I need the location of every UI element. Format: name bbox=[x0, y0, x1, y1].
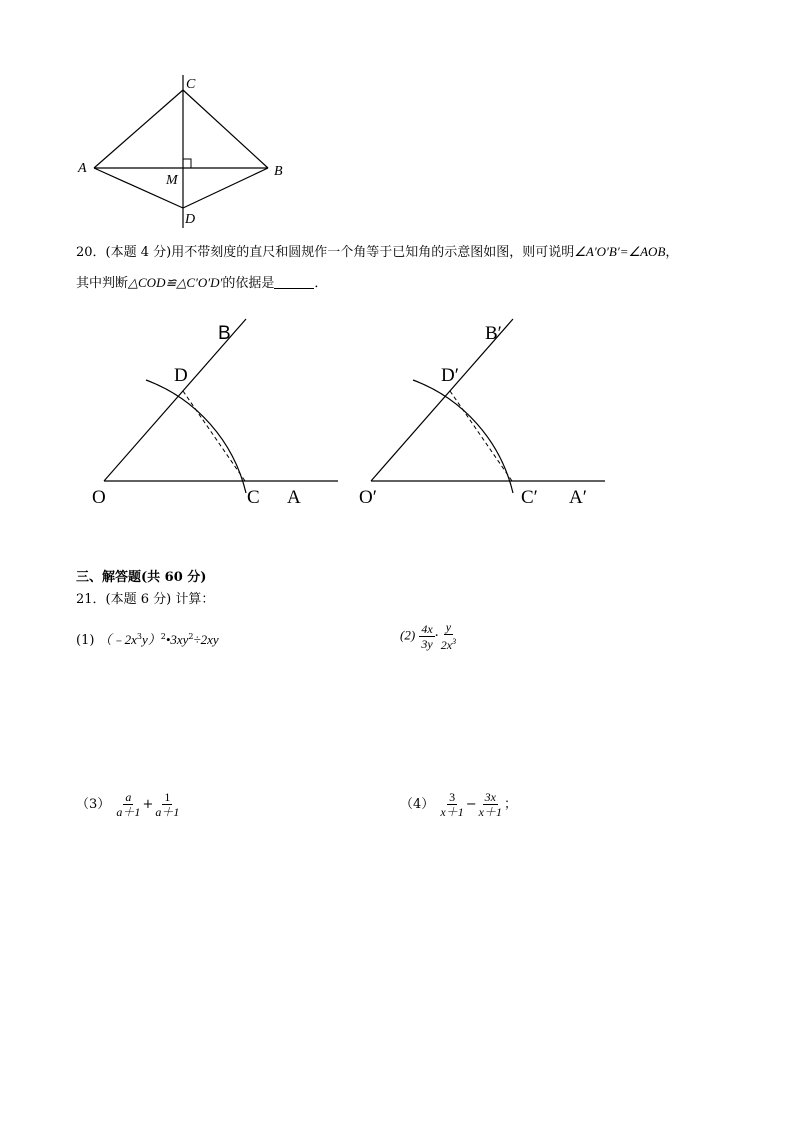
q20-line1 bbox=[76, 244, 678, 261]
label-c: C bbox=[186, 77, 196, 92]
part2-f1-den: 3y bbox=[421, 636, 433, 651]
q20-text-a: 20．(本题 4 分)用不带刻度的直尺和圆规作一个角等于已知角的示意图如图，则可说明 bbox=[76, 245, 575, 260]
part1-sup1: 3 bbox=[136, 632, 142, 641]
label-c-prime: C′ bbox=[521, 487, 538, 508]
q20-math-angle: ∠A′O′B′=∠AOB bbox=[574, 244, 666, 259]
part4-f1-den: x＋1 bbox=[440, 805, 464, 819]
part3-f2-num: 1 bbox=[164, 790, 171, 804]
part2-fraction2 bbox=[439, 620, 458, 652]
part4-fraction2 bbox=[477, 790, 504, 819]
part3-op: + bbox=[142, 797, 154, 812]
part2-f1-num: 4x bbox=[421, 621, 433, 636]
line-bc bbox=[183, 90, 268, 168]
part2-f2-num: y bbox=[445, 620, 452, 634]
label-d: D bbox=[174, 365, 188, 386]
line-ac bbox=[94, 90, 183, 168]
q20-math-congruent: △COD≌△C′O′D′ bbox=[128, 275, 223, 290]
part1-label: (1) bbox=[76, 633, 95, 648]
part4-op: − bbox=[465, 797, 477, 812]
label-b: B bbox=[218, 323, 231, 344]
label-b: B bbox=[274, 164, 283, 179]
part3-label: （3） bbox=[76, 797, 111, 812]
label-a-prime: A′ bbox=[569, 487, 587, 508]
q21-title: 21．(本题 6 分) 计算： bbox=[76, 592, 215, 607]
part2-dot: · bbox=[434, 628, 439, 644]
construction-figure-left bbox=[88, 315, 348, 515]
part1-expr-c: •3xy bbox=[165, 632, 189, 647]
construction-figure-right bbox=[355, 315, 615, 515]
part4-label: （4） bbox=[400, 797, 435, 812]
label-a: A bbox=[287, 487, 301, 508]
part4-f2-den: x＋1 bbox=[478, 805, 502, 819]
part1-expr-a: （﹣2x bbox=[98, 632, 137, 647]
q20-text-d: 的依据是 bbox=[222, 276, 275, 291]
q20-line2 bbox=[76, 275, 327, 292]
part3-fraction2 bbox=[153, 790, 181, 819]
part1-expr-b: y） bbox=[141, 632, 161, 647]
q21-part1 bbox=[76, 629, 219, 649]
label-d-prime: D′ bbox=[441, 365, 459, 386]
q21-part4 bbox=[400, 790, 517, 819]
q20-text-e: ． bbox=[314, 276, 328, 291]
right-angle-mark bbox=[183, 159, 191, 168]
part4-end: ； bbox=[503, 797, 517, 812]
q21-part3 bbox=[76, 790, 181, 819]
section-heading: 三、解答题(共 60 分) bbox=[76, 570, 207, 585]
dashed-dc bbox=[183, 391, 245, 481]
part4-f1-num: 3 bbox=[449, 790, 456, 804]
label-o-prime: O′ bbox=[359, 487, 377, 508]
part3-f1-den: a＋1 bbox=[116, 805, 141, 819]
line-bd bbox=[183, 168, 268, 208]
q20-answer-blank[interactable] bbox=[274, 276, 314, 289]
part2-f2-den: $2x^3$ bbox=[440, 637, 457, 652]
part3-fraction1 bbox=[114, 790, 142, 819]
kite-figure bbox=[70, 70, 300, 235]
dashed-d-prime-c-prime bbox=[450, 391, 512, 481]
label-b-prime: B′ bbox=[485, 323, 502, 344]
part2-label: (2) bbox=[400, 627, 416, 643]
label-m: M bbox=[166, 173, 178, 188]
part3-f2-den: a＋1 bbox=[155, 805, 180, 819]
q20-text-b: ， bbox=[665, 245, 679, 260]
part1-sup3: 2 bbox=[188, 632, 194, 641]
label-a: A bbox=[78, 161, 87, 176]
part3-f1-num: a bbox=[125, 790, 132, 804]
label-o: O bbox=[92, 487, 106, 508]
arc-cd bbox=[146, 380, 246, 493]
arc-c-prime-d-prime bbox=[413, 380, 513, 493]
part1-expr-d: ÷2xy bbox=[193, 632, 219, 647]
q20-text-c: 其中判断 bbox=[76, 276, 129, 291]
part4-f2-num: 3x bbox=[484, 790, 496, 804]
part1-sup2: 2 bbox=[160, 632, 166, 641]
part2-fraction1 bbox=[419, 622, 434, 651]
label-c: C bbox=[247, 487, 260, 508]
q21-part2 bbox=[400, 620, 458, 652]
label-d: D bbox=[185, 212, 196, 227]
part4-fraction1 bbox=[438, 790, 465, 819]
